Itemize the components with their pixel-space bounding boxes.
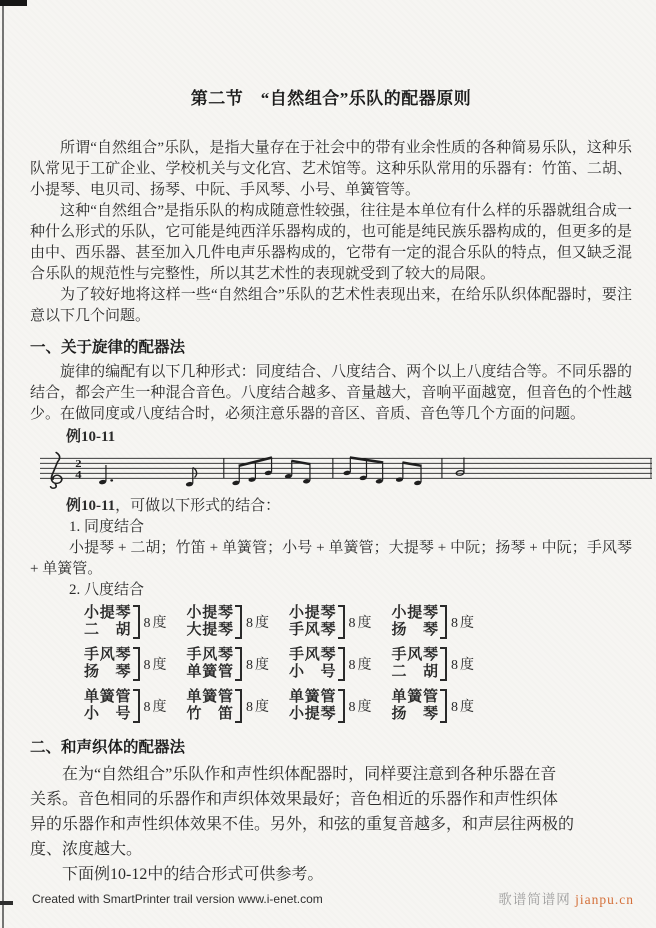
bracket-icon bbox=[440, 689, 447, 723]
example-caption bbox=[30, 496, 632, 517]
interval-label: 8度 bbox=[451, 700, 476, 715]
unison-list-label: 1. 同度结合 bbox=[69, 519, 145, 535]
bracket-icon bbox=[338, 689, 345, 723]
instrument-bottom: 扬琴 bbox=[391, 706, 438, 722]
example-caption-number: 例10-11 bbox=[66, 498, 116, 514]
time-signature bbox=[75, 458, 82, 481]
bracket-icon bbox=[235, 647, 242, 681]
section-2-line: 在为“自然组合”乐队作和声性织体配器时，同样要注意到各种乐器在音 bbox=[62, 766, 557, 783]
smartprinter-credit: Created with SmartPrinter trail version www.i-enet.com bbox=[32, 892, 323, 906]
octave-pair bbox=[392, 689, 477, 723]
staff-lines bbox=[40, 458, 652, 478]
watermark-domain: jianpu.cn bbox=[575, 892, 634, 907]
instrument-bottom: 小号 bbox=[84, 706, 131, 722]
interval-label: 8度 bbox=[143, 658, 169, 673]
bracket-icon bbox=[235, 605, 242, 639]
octave-pair bbox=[392, 647, 477, 681]
example-caption-text: ，可做以下形式的结合： bbox=[115, 498, 281, 514]
octave-pair bbox=[84, 647, 169, 681]
interval-label: 8度 bbox=[348, 700, 374, 715]
instrument-bottom: 二胡 bbox=[391, 664, 438, 680]
intro-paragraph-3: 为了较好地将这样一些“自然组合”乐队的艺术性表现出来，在给乐队织体配器时，要注意以下几个问题。 bbox=[30, 287, 632, 324]
bracket-icon bbox=[440, 647, 447, 681]
octave-pair bbox=[289, 689, 374, 723]
octave-pair bbox=[187, 647, 272, 681]
instrument-top: 手风琴 bbox=[289, 647, 336, 663]
scan-bottom-artifact bbox=[0, 901, 13, 905]
instrument-top: 小提琴 bbox=[186, 605, 233, 621]
interval-label: 8度 bbox=[451, 616, 476, 631]
instrument-bottom: 竹笛 bbox=[186, 706, 233, 722]
interval-label: 8度 bbox=[246, 658, 271, 673]
scan-binding-line bbox=[2, 0, 4, 928]
instrument-bottom: 大提琴 bbox=[186, 622, 233, 638]
instrument-bottom: 小号 bbox=[289, 664, 336, 680]
instrument-top: 单簧管 bbox=[289, 689, 336, 705]
example-10-11-label: 例10-11 bbox=[66, 429, 116, 445]
section-2-heading: 二、和声织体的配器法 bbox=[30, 739, 186, 756]
measure-3-notes bbox=[343, 458, 422, 486]
octave-pair bbox=[187, 605, 272, 639]
bracket-icon bbox=[338, 605, 345, 639]
interval-label: 8度 bbox=[348, 616, 374, 631]
intro-paragraph-2: 这种“自然组合”是指乐队的构成随意性较强，往往是本单位有什么样的乐器就组合成一种什么形式的乐队，它可能是纯西洋乐器构成的，也可能是纯民族乐器构成的，但更多的是由中、西乐器、甚至加入几件电声乐器构成的，它带有一定的混合乐队的特点，但又缺乏混合乐队的规范性与完整性，所以其艺术性的表现就受到了较大的局限。 bbox=[30, 203, 632, 282]
site-watermark bbox=[498, 888, 634, 908]
octave-pair bbox=[187, 689, 272, 723]
time-signature-top: 2 bbox=[75, 458, 82, 470]
treble-clef-icon bbox=[51, 453, 62, 489]
instrument-top: 单簧管 bbox=[84, 689, 131, 705]
instrument-bottom: 小提琴 bbox=[289, 706, 336, 722]
interval-label: 8度 bbox=[143, 700, 169, 715]
interval-label: 8度 bbox=[246, 700, 271, 715]
octave-combination-grid bbox=[84, 605, 632, 723]
instrument-top: 手风琴 bbox=[391, 647, 438, 663]
bracket-icon bbox=[133, 605, 140, 639]
instrument-bottom: 扬琴 bbox=[84, 664, 131, 680]
instrument-bottom: 单簧管 bbox=[186, 664, 233, 680]
bracket-icon bbox=[440, 605, 447, 639]
music-staff-notation bbox=[40, 450, 654, 490]
scan-corner-artifact bbox=[0, 0, 27, 6]
section-1-heading: 一、关于旋律的配器法 bbox=[30, 339, 186, 356]
instrument-top: 单簧管 bbox=[391, 689, 438, 705]
music-staff-svg bbox=[40, 450, 654, 490]
section-1-paragraph: 旋律的编配有以下几种形式：同度结合、八度结合、两个以上八度结合等。不同乐器的结合，都会产生一种混合音色。八度结合越多、音量越大，音响平面越宽，但音色的个性越少。在做同度或八度结合时，必须注意乐器的音区、音质、音色等几个方面的问题。 bbox=[30, 364, 632, 422]
section-2-line: 度、浓度越大。 bbox=[30, 841, 143, 858]
instrument-bottom: 二胡 bbox=[84, 622, 131, 638]
octave-pair bbox=[84, 689, 169, 723]
octave-list-label: 2. 八度结合 bbox=[69, 582, 145, 598]
instrument-bottom: 手风琴 bbox=[289, 622, 336, 638]
instrument-top: 手风琴 bbox=[84, 647, 131, 663]
unison-combinations: 小提琴 + 二胡；竹笛 + 单簧管；小号 + 单簧管；大提琴 + 中阮；扬琴 + 中阮；手风琴 + 单簧管。 bbox=[30, 540, 632, 577]
instrument-top: 小提琴 bbox=[84, 605, 131, 621]
interval-label: 8度 bbox=[246, 616, 271, 631]
interval-label: 8度 bbox=[348, 658, 374, 673]
octave-pair bbox=[289, 647, 374, 681]
interval-label: 8度 bbox=[451, 658, 476, 673]
bracket-icon bbox=[235, 689, 242, 723]
watermark-site-name: 歌谱简谱网 bbox=[498, 892, 571, 907]
section-2-closing: 下面例10-12中的结合形式可供参考。 bbox=[62, 866, 324, 883]
section-2-line: 关系。音色相同的乐器作和声织体效果最好；音色相近的乐器作和声性织体 bbox=[30, 791, 559, 808]
instrument-top: 小提琴 bbox=[289, 605, 336, 621]
bracket-icon bbox=[133, 647, 140, 681]
bracket-icon bbox=[133, 689, 140, 723]
instrument-top: 单簧管 bbox=[186, 689, 233, 705]
measure-2-notes bbox=[232, 458, 311, 486]
octave-pair bbox=[392, 605, 477, 639]
instrument-top: 手风琴 bbox=[186, 647, 233, 663]
bracket-icon bbox=[338, 647, 345, 681]
time-signature-bottom: 4 bbox=[75, 468, 82, 481]
interval-label: 8度 bbox=[143, 616, 169, 631]
instrument-bottom: 扬琴 bbox=[391, 622, 438, 638]
instrument-top: 小提琴 bbox=[391, 605, 438, 621]
section-2-line: 异的乐器作和声性织体效果不佳。另外，和弦的重复音越多，和声层往两极的 bbox=[30, 816, 575, 833]
octave-pair bbox=[289, 605, 374, 639]
octave-pair bbox=[84, 605, 169, 639]
intro-paragraph-1: 所谓“自然组合”乐队，是指大量存在于社会中的带有业余性质的各种简易乐队，这种乐队常见于工矿企业、学校机关与文化宫、艺术馆等。这种乐队常用的乐器有：竹笛、二胡、小提琴、电贝司、扬琴、中阮、手风琴、小号、单簧管等。 bbox=[30, 140, 632, 198]
page-title: 第二节 “自然组合”乐队的配器原则 bbox=[190, 89, 472, 108]
section-2-paragraph bbox=[30, 762, 632, 862]
